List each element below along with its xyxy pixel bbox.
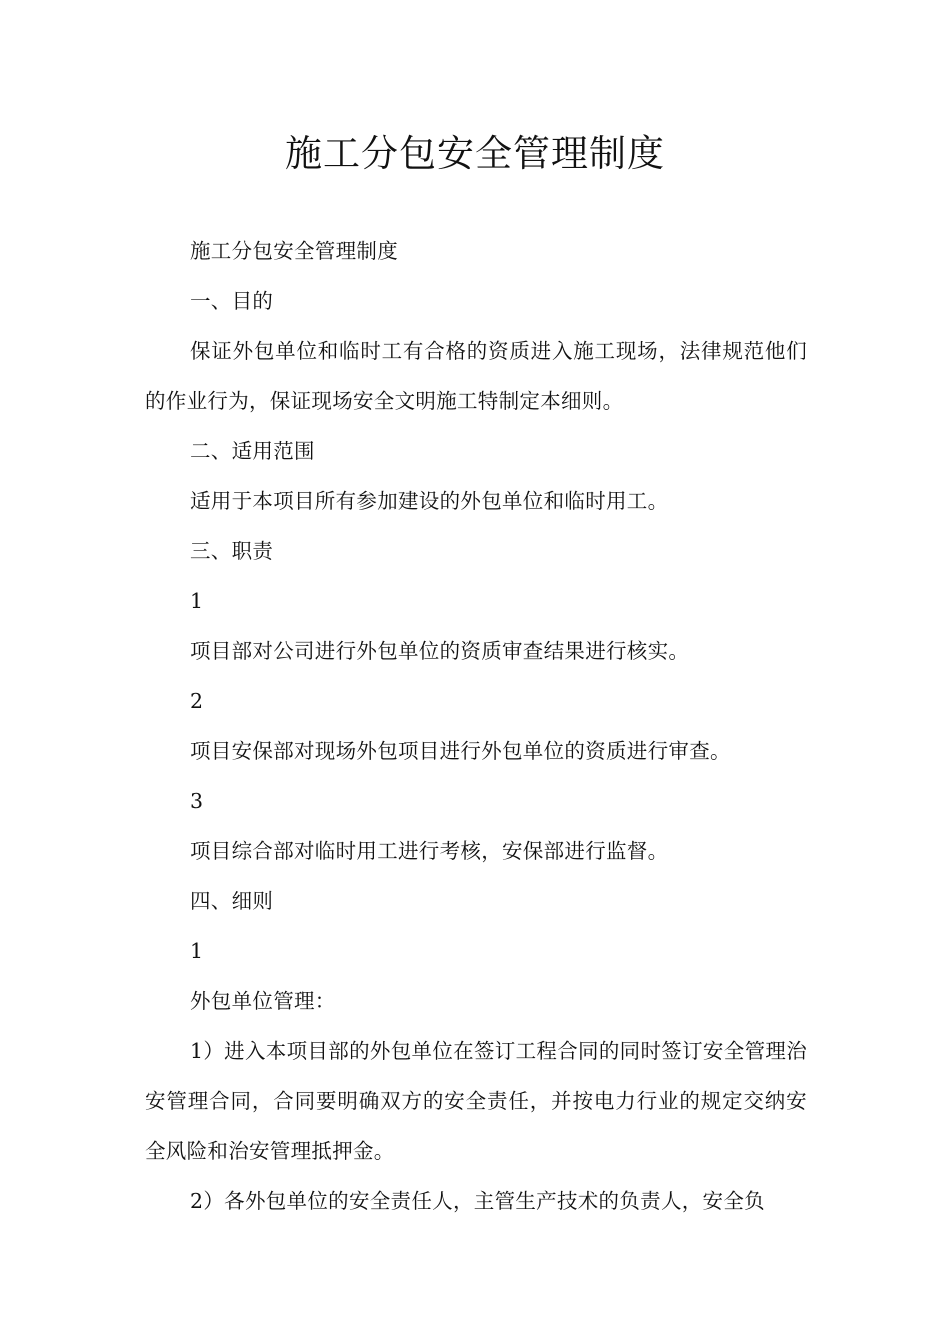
document-body — [145, 226, 807, 1226]
section-heading-purpose: 一、目的 — [190, 289, 274, 313]
list-number: 1 — [190, 589, 204, 613]
paragraph-rules-heading: 外包单位管理： — [190, 989, 336, 1013]
paragraph-scope: 适用于本项目所有参加建设的外包单位和临时用工。 — [190, 489, 669, 513]
paragraph-duty-1: 项目部对公司进行外包单位的资质审查结果进行核实。 — [190, 639, 690, 663]
list-number: 1 — [190, 939, 204, 963]
paragraph-purpose: 保证外包单位和临时工有合格的资质进入施工现场，法律规范他们的作业行为，保证现场安全文明施工特制定本细则。 — [145, 339, 807, 413]
paragraph-subtitle: 施工分包安全管理制度 — [190, 239, 398, 263]
section-heading-rules: 四、细则 — [190, 889, 274, 913]
section-heading-scope: 二、适用范围 — [190, 439, 315, 463]
paragraph-duty-2: 项目安保部对现场外包项目进行外包单位的资质进行审查。 — [190, 739, 731, 763]
document-title: 施工分包安全管理制度 — [285, 132, 665, 175]
paragraph-duty-3: 项目综合部对临时用工进行考核，安保部进行监督。 — [190, 839, 669, 863]
section-heading-duties: 三、职责 — [190, 539, 274, 563]
paragraph-rule-1: 1）进入本项目部的外包单位在签订工程合同的同时签订安全管理治安管理合同，合同要明确双方的安全责任，并按电力行业的规定交纳安全风险和治安管理抵押金。 — [145, 1039, 807, 1163]
list-number: 3 — [190, 789, 204, 813]
paragraph-rule-2: 2）各外包单位的安全责任人，主管生产技术的负责人，安全负 — [190, 1189, 765, 1213]
list-number: 2 — [190, 689, 204, 713]
